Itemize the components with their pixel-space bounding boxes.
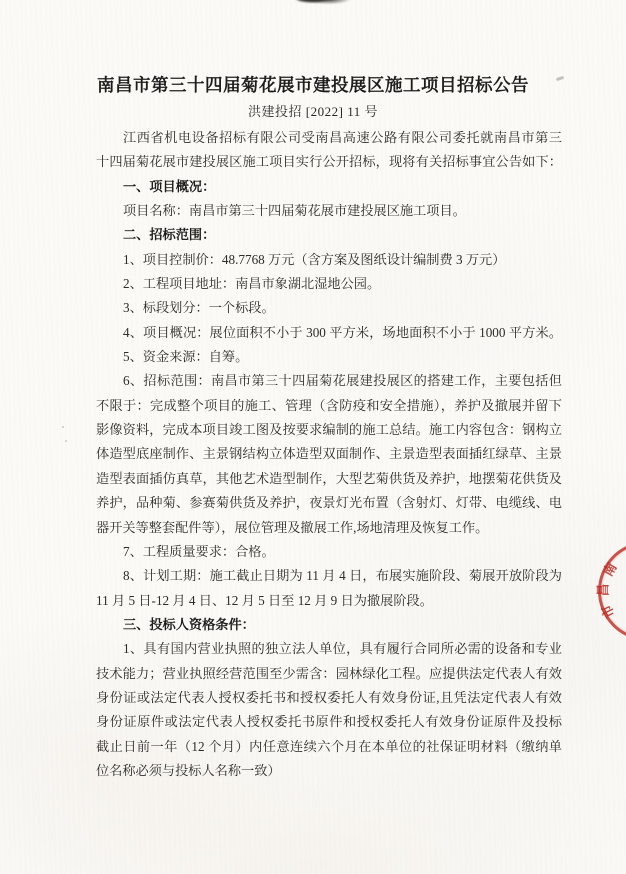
document-line: 十四届菊花展市建投展区施工项目实行公开招标，现将有关招标事宜公告如下： <box>96 154 562 170</box>
document-line: 技术能力；营业执照经营范围至少需含：园林绿化工程。应提供法定代表人有效 <box>96 665 562 681</box>
document-line: 体造型底座制作、主景钢结构立体造型双面制作、主景造型表面插红绿草、主景 <box>96 446 562 462</box>
document-line: 8、计划工期：施工截止日期为 11 月 4 日，布展实施阶段、菊展开放阶段为 <box>123 568 562 584</box>
document-line: 器开关等整套配件等），展位管理及撤展工作,场地清理及恢复工作。 <box>96 519 489 535</box>
document-title: 南昌市第三十四届菊花展市建投展区施工项目招标公告 <box>97 75 529 95</box>
document-line: 不限于：完成整个项目的施工、管理（含防疫和安全措施），养护及撤展并留下 <box>96 397 562 413</box>
document-line: 1、具有国内营业执照的独立法人单位，具有履行合同所必需的设备和专业 <box>123 641 562 657</box>
document-line: 11 月 5 日-12 月 4 日、12 月 5 日至 12 月 9 日为撤展阶段。 <box>96 592 433 608</box>
seal-character: 市 <box>598 602 618 621</box>
document-line: 5、资金来源：自筹。 <box>123 349 249 365</box>
seal-character: 昌 <box>595 583 611 597</box>
document-number: 洪建投招 [2022] 11 号 <box>248 104 378 119</box>
document-body <box>96 126 562 783</box>
document-line: 1、项目控制价：48.7768 万元（含方案及图纸设计编制费 3 万元） <box>123 251 506 267</box>
document-line: 4、项目概况：展位面积不小于 300 平方米，场地面积不小于 1000 平方米。 <box>123 324 562 340</box>
document-line: 项目名称：南昌市第三十四届菊花展市建投展区施工项目。 <box>123 203 466 219</box>
seal-ring <box>598 541 626 641</box>
document-line: 截止日前一年（12 个月）内任意连续六个月在本单位的社保证明材料（缴纳单 <box>96 738 562 754</box>
document-line: 6、招标范围：南昌市第三十四届菊花展建投展区的搭建工作，主要包括但 <box>123 373 562 389</box>
document-line: 造型表面插仿真草，其他艺术造型制作，大型艺菊供货及养护，地摆菊花供货及 <box>96 470 562 486</box>
document-line: 一、项目概况： <box>123 178 216 194</box>
document-line: 养护，品种菊、参赛菊供货及养护，夜景灯光布置（含射灯、灯带、电缆线、电 <box>96 495 562 511</box>
document-line: 2、工程项目地址：南昌市象湖北湿地公园。 <box>123 276 381 292</box>
scan-speck <box>65 440 67 442</box>
document-line: 身份证或法定代表人授权委托书和授权委托人有效身份证,且凭法定代表人有效 <box>96 689 562 705</box>
seal-character: 南 <box>600 560 620 579</box>
document-line: 7、工程质量要求：合格。 <box>123 543 275 559</box>
document-line: 位名称必须与投标人名称一致） <box>96 762 281 778</box>
document-line: 3、标段划分：一个标段。 <box>123 300 275 316</box>
scan-speck <box>62 426 64 428</box>
document-line: 二、招标范围： <box>123 227 216 243</box>
document-line: 身份证原件或法定代表人授权委托书原件和授权委托人有效身份证原件及投标 <box>96 714 562 730</box>
document-line: 三、投标人资格条件： <box>123 616 255 632</box>
document-line: 江西省机电设备招标有限公司受南昌高速公路有限公司委托就南昌市第三 <box>123 130 562 145</box>
document-line: 影像资料，完成本项目竣工图及按要求编制的施工总结。施工内容包含：钢构立 <box>96 422 562 438</box>
